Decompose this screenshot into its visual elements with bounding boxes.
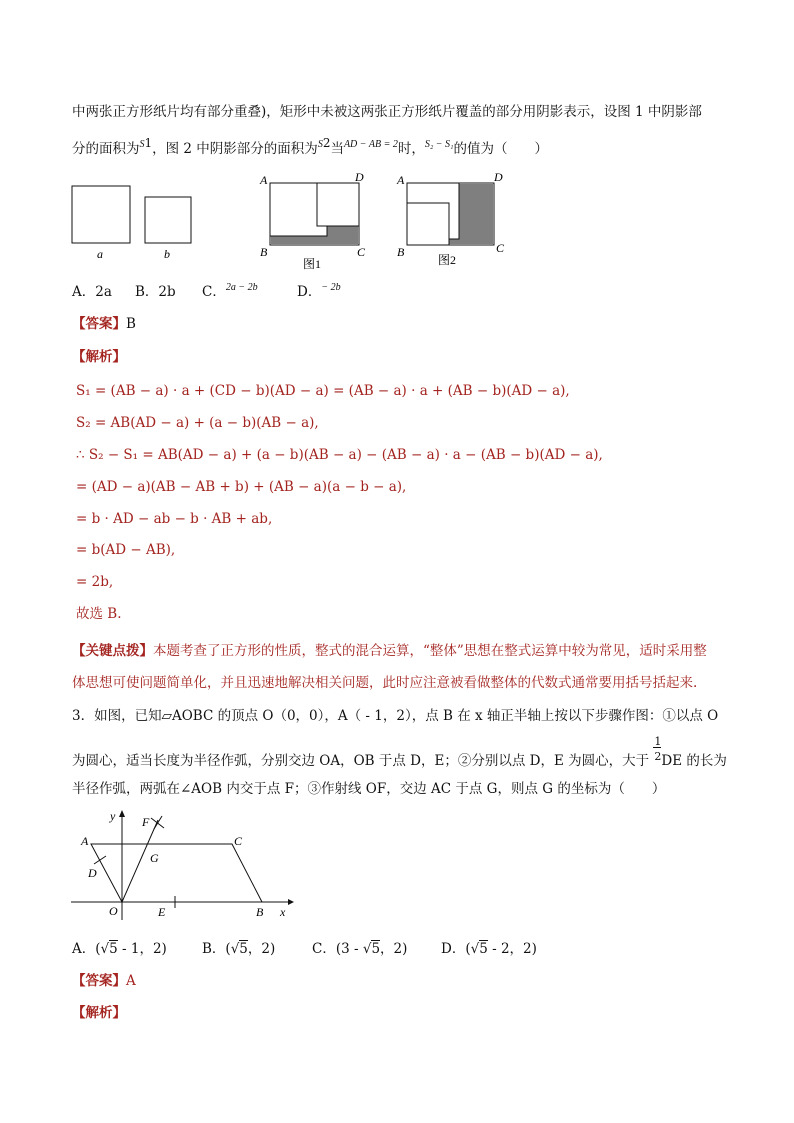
q2-step-1: S₁ = (AB − a) · a + (CD − b)(AD − a) = (AB − a) · a + (AB − b)(AD − a), (76, 383, 570, 399)
q2-step-2: S₂ = AB(AD − a) + (a − b)(AB − a), (76, 415, 319, 431)
svg-text:B: B (260, 245, 268, 259)
q3-answer: 【答案】A (72, 973, 136, 989)
q2-figures (0, 168, 794, 288)
q2-step-4: = (AD − a)(AB − AB + b) + (AB − a)(a − b − a), (76, 479, 407, 495)
q2-key-point-line2: 体思想可使问题简单化，并且迅速地解决相关问题，此时应注意被看做整体的代数式通常要用括号括起来. (72, 675, 698, 691)
x-axis-arrow (288, 899, 294, 905)
q3-stem-line3: 半径作弧，两弧在∠AOB 内交于点 F；③作射线 OF，交边 AC 于点 G，则点 G 的坐标为（ ） (72, 781, 666, 797)
svg-text:C: C (234, 834, 243, 848)
svg-text:G: G (150, 851, 159, 865)
y-axis-arrow (119, 810, 125, 817)
q3-option-c: C．(3 - √5，2) (312, 941, 408, 957)
q2-option-b: B．2b (135, 284, 176, 300)
svg-text:B: B (256, 905, 264, 919)
svg-text:图2: 图2 (438, 253, 457, 267)
svg-text:A: A (260, 173, 268, 187)
svg-text:E: E (158, 905, 166, 919)
fig2-shade-bottom (449, 239, 461, 244)
q2-stem-line2: 分的面积为$^{S1}$，图 2 中阴影部分的面积为$^{S2}$当$^{AD - AB = 2}$时，$^{S_2 - S_1}$的值为（ ） (72, 136, 549, 157)
q2-step-8: 故选 B. (76, 606, 122, 622)
svg-text:B: B (397, 245, 405, 259)
square-a (72, 186, 130, 243)
q3-figure (66, 808, 306, 928)
q2-step-5: = b · AD − ab − b · AB + ab, (76, 511, 273, 527)
q2-answer: 【答案】B (72, 316, 136, 332)
q2-analysis-tag: 【解析】 (72, 349, 126, 365)
q2-option-d: D．$^{- 2b}$ (297, 282, 341, 300)
q3-stem-line1: 3．如图，已知▱AOBC 的顶点 O（0，0），A（ - 1，2），点 B 在 x 轴正半轴上按以下步骤作图：①以点 O (72, 708, 719, 724)
q3-option-d: D．(√5 - 2，2) (441, 941, 537, 957)
label-b: b (164, 247, 170, 261)
q2-step-3: ∴ S₂ − S₁ = AB(AD − a) + (a − b)(AB − a) − (AB − a) · a − (AB − b)(AD − a), (76, 447, 603, 463)
svg-text:C: C (357, 245, 366, 259)
svg-text:y: y (110, 809, 116, 823)
svg-text:D: D (355, 170, 364, 184)
svg-text:C: C (496, 241, 505, 255)
arc-f-2 (154, 816, 162, 829)
svg-text:D: D (494, 170, 503, 184)
q2-stem-line1: 中两张正方形纸片均有部分重叠)，矩形中未被这两张正方形纸片覆盖的部分用阴影表示，设图 1 中阴影部 (72, 104, 702, 120)
q3-option-a: A．(√5 - 1，2) (72, 941, 167, 957)
q3-analysis-tag: 【解析】 (72, 1005, 126, 1021)
svg-text:D: D (88, 866, 97, 880)
parallelogram-aobc (91, 844, 262, 902)
svg-text:A: A (397, 173, 405, 187)
q2-step-6: = b(AD − AB), (76, 542, 176, 558)
q2-key-point-line1: 【关键点拨】本题考查了正方形的性质，整式的混合运算，“整体”思想在整式运算中较为常见，适时采用整 (72, 643, 707, 659)
arc-near-d (94, 856, 106, 864)
fraction-half: $\frac{1}{2}$ (654, 735, 662, 763)
svg-text:O: O (109, 904, 118, 918)
q3-stem-line2: 为圆心，适当长度为半径作弧，分别交边 OA，OB 于点 D，E；②分别以点 D，E 为圆心，大于 $\frac{1}{2}$ DE 的长为 (72, 735, 727, 769)
fig1-shade-bottom (271, 236, 328, 244)
svg-text:F: F (142, 815, 150, 829)
square-b (145, 197, 191, 243)
label-a: a (97, 247, 103, 261)
q2-step-7: = 2b, (76, 574, 114, 590)
fig2-shade-right (459, 184, 493, 244)
q2-option-c: C．$^{2a - 2b}$ (202, 282, 258, 300)
svg-text:图1: 图1 (303, 257, 322, 271)
fig1-shade-right (327, 226, 358, 244)
q3-option-b: B．(√5，2) (202, 941, 276, 957)
svg-text:A: A (81, 834, 89, 848)
figure-2 (396, 170, 505, 267)
q2-option-a: A．2a (72, 284, 112, 300)
figure-1 (259, 170, 366, 271)
svg-text:x: x (280, 905, 286, 919)
